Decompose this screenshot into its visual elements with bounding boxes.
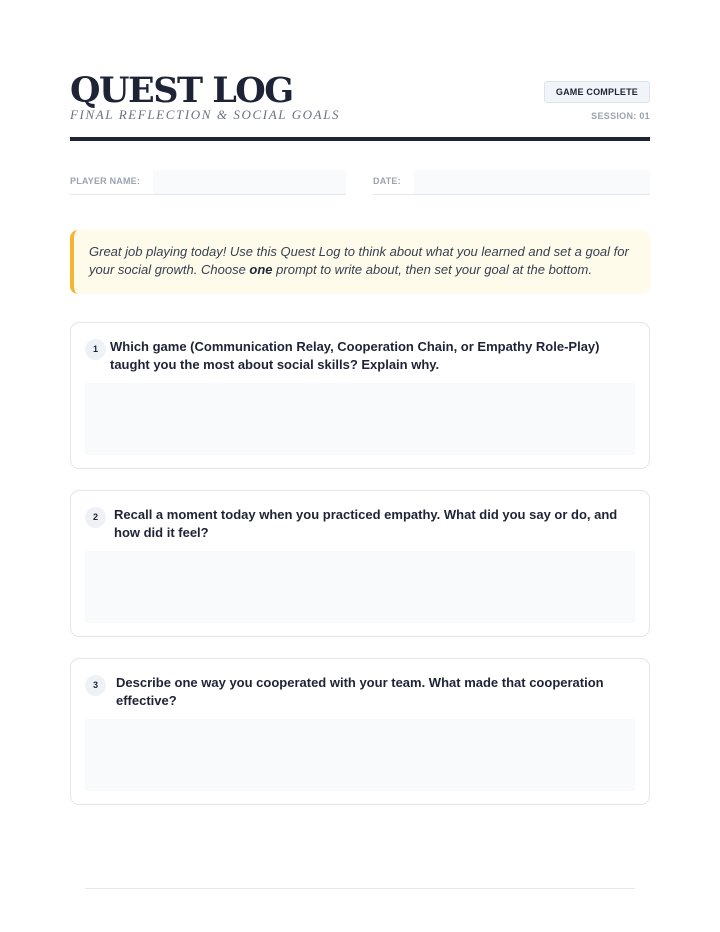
- intro-emphasis: one: [249, 262, 273, 277]
- prompt-question: Describe one way you cooperated with your team. What made that cooperation effective?: [116, 675, 604, 708]
- answer-box[interactable]: [85, 383, 635, 455]
- player-name-input[interactable]: [153, 170, 346, 194]
- page-title: QUEST LOG: [70, 70, 293, 111]
- worksheet-page: [70, 0, 650, 932]
- prompt-question: Recall a moment today when you practiced empathy. What did you say or do, and how did it feel?: [114, 507, 618, 540]
- prompt-number: 2: [85, 507, 106, 528]
- intro-note: [70, 230, 650, 294]
- header-divider: [70, 137, 650, 141]
- prompt-card: [70, 490, 650, 637]
- answer-box[interactable]: [85, 551, 635, 623]
- page-subtitle: FINAL REFLECTION & SOCIAL GOALS: [70, 107, 341, 122]
- prompt-card: [70, 322, 650, 469]
- prompt-question: Which game (Communication Relay, Cooperation Chain, or Empathy Role-Play) taught you the most about social skills? Explain why.: [110, 339, 600, 372]
- intro-text-start: Great job playing today! Use this Quest Log to think about what you learned and set a goal for your social growth. Choose: [89, 244, 629, 277]
- date-input[interactable]: [414, 170, 650, 194]
- status-badge: GAME COMPLETE: [544, 81, 650, 103]
- intro-text-end: prompt to write about, then set your goal at the bottom.: [272, 262, 592, 277]
- prompt-number: 3: [85, 675, 106, 696]
- session-label: SESSION: 01: [591, 111, 650, 121]
- player-name-label: PLAYER NAME:: [70, 176, 141, 186]
- player-name-field: [70, 170, 346, 195]
- answer-box[interactable]: [85, 719, 635, 791]
- prompt-number: 1: [85, 339, 106, 360]
- prompt-card: [70, 658, 650, 805]
- date-label: DATE:: [373, 176, 401, 186]
- header: [70, 72, 650, 142]
- footer-divider: [85, 888, 635, 889]
- date-field: [373, 170, 650, 195]
